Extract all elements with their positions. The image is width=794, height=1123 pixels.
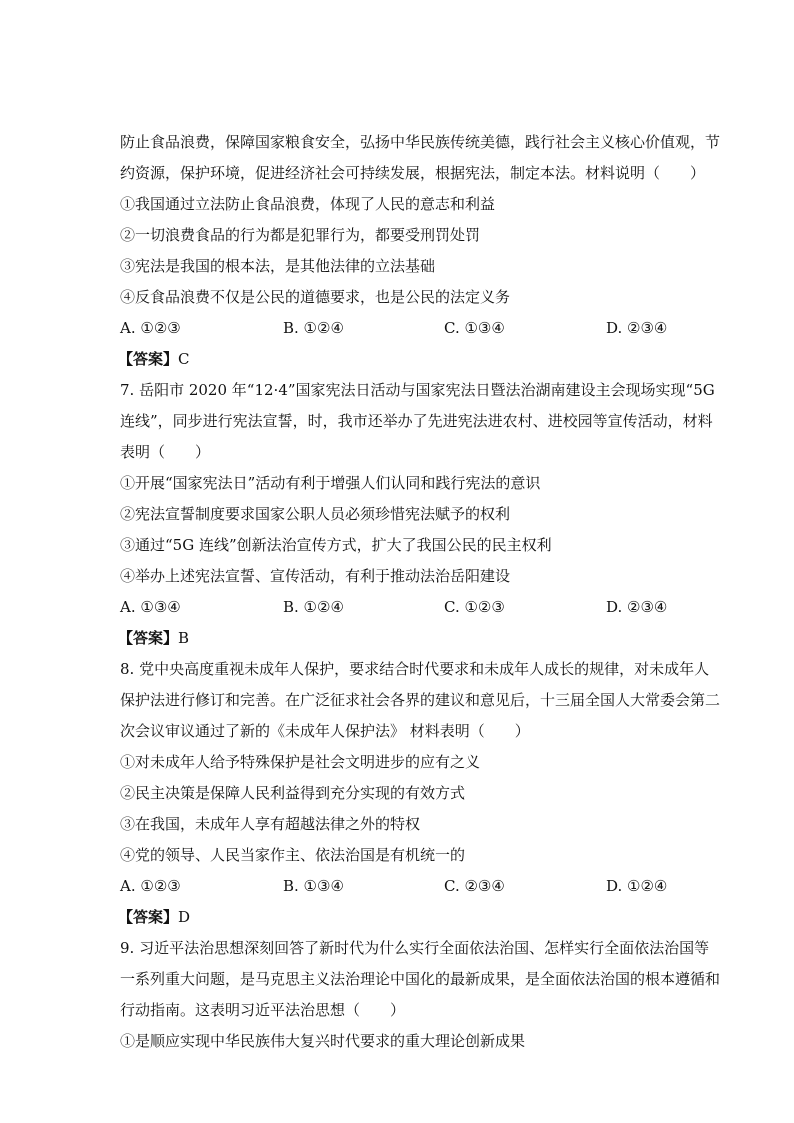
q6-statement-3: ③宪法是我国的根本法，是其他法律的立法基础 <box>120 257 436 275</box>
q8-option-c: C. ②③④ <box>444 877 505 895</box>
q6-statement-4: ④反食品浪费不仅是公民的道德要求，也是公民的法定义务 <box>120 288 511 306</box>
q7-answer <box>118 628 189 648</box>
q6-answer-label: 【答案】 <box>118 350 179 368</box>
q7-option-d: D. ②③④ <box>606 598 668 616</box>
q6-option-b: B. ①②④ <box>283 319 344 337</box>
q8-option-b: B. ①③④ <box>283 877 344 895</box>
q7-statement-3: ③通过“5G 连线”创新法治宣传方式，扩大了我国公民的民主权利 <box>120 536 552 554</box>
q6-statement-1: ①我国通过立法防止食品浪费，体现了人民的意志和利益 <box>120 195 496 213</box>
q8-stem-line-3: 次会议审议通过了新的《未成年人保护法》 材料表明（ ） <box>120 722 530 740</box>
q7-stem-line-1: 7. 岳阳市 2020 年“12·4”国家宪法日活动与国家宪法日暨法治湖南建设主会现场实现“5G <box>120 381 715 399</box>
q6-option-c: C. ①③④ <box>444 319 505 337</box>
q9-stem-line-1: 9. 习近平法治思想深刻回答了新时代为什么实行全面依法治国、怎样实行全面依法治国等 <box>120 939 710 957</box>
q7-option-a: A. ①③④ <box>120 598 181 616</box>
q8-answer <box>118 907 190 927</box>
q8-statement-2: ②民主决策是保障人民利益得到充分实现的有效方式 <box>120 784 466 802</box>
q9-stem-line-3: 行动指南。这表明习近平法治思想（ ） <box>120 1001 406 1019</box>
q6-statement-2: ②一切浪费食品的行为都是犯罪行为，都要受刑罚处罚 <box>120 226 481 244</box>
q7-option-b: B. ①②④ <box>283 598 344 616</box>
q7-answer-label: 【答案】 <box>118 629 179 647</box>
q8-stem-line-1: 8. 党中央高度重视未成年人保护，要求结合时代要求和未成年人成长的规律，对未成年人 <box>120 660 710 678</box>
q7-option-c: C. ①②③ <box>444 598 505 616</box>
q7-statement-1: ①开展“国家宪法日”活动有利于增强人们认同和践行宪法的意识 <box>120 474 541 492</box>
q7-statement-2: ②宪法宣誓制度要求国家公职人员必须珍惜宪法赋予的权利 <box>120 505 511 523</box>
q8-statement-4: ④党的领导、人民当家作主、依法治国是有机统一的 <box>120 846 466 864</box>
q7-answer-value: B <box>178 629 190 647</box>
q6-stem-line-1: 防止食品浪费，保障国家粮食安全，弘扬中华民族传统美德，践行社会主义核心价值观，节 <box>120 133 721 151</box>
q8-stem-line-2: 保护法进行修订和完善。在广泛征求社会各界的建议和意见后，十三届全国人大常委会第二 <box>120 691 721 709</box>
q7-stem-line-2: 连线”，同步进行宪法宣誓，时，我市还举办了先进宪法进农村、进校园等宣传活动，材料 <box>120 412 713 430</box>
q9-stem-line-2: 一系列重大问题，是马克思主义法治理论中国化的最新成果，是全面依法治国的根本遵循和 <box>120 970 721 988</box>
q8-statement-3: ③在我国，未成年人享有超越法律之外的特权 <box>120 815 421 833</box>
q9-statement-1: ①是顺应实现中华民族伟大复兴时代要求的重大理论创新成果 <box>120 1032 526 1050</box>
q6-option-a: A. ①②③ <box>120 319 181 337</box>
q6-option-d: D. ②③④ <box>606 319 668 337</box>
q8-option-a: A. ①②③ <box>120 877 181 895</box>
q8-answer-value: D <box>178 908 191 926</box>
q7-statement-4: ④举办上述宪法宣誓、宣传活动，有利于推动法治岳阳建设 <box>120 567 511 585</box>
q8-statement-1: ①对未成年人给予特殊保护是社会文明进步的应有之义 <box>120 753 481 771</box>
q8-answer-label: 【答案】 <box>118 908 179 926</box>
q6-answer <box>118 349 190 369</box>
q7-stem-line-3: 表明（ ） <box>120 443 211 461</box>
q6-answer-value: C <box>178 350 190 368</box>
q8-option-d: D. ①②④ <box>606 877 668 895</box>
q6-stem-line-2: 约资源，保护环境，促进经济社会可持续发展，根据宪法，制定本法。材料说明（ ） <box>120 164 706 182</box>
